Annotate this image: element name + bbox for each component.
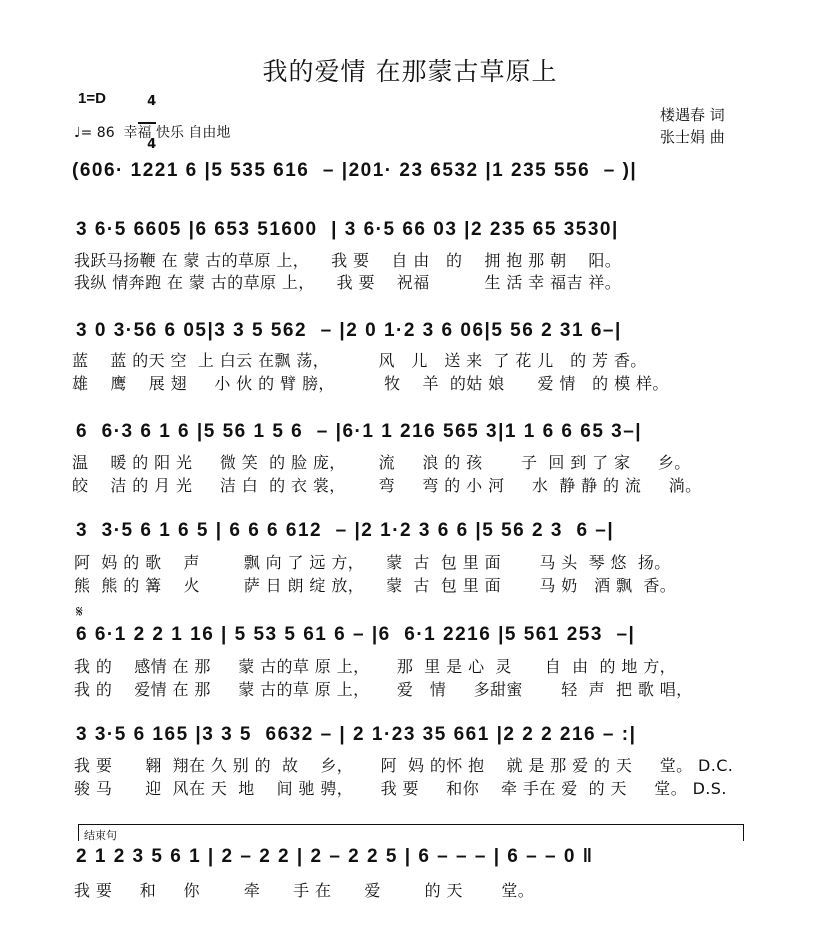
notation-line-5: 3 3·5 6 1 6 5 | 6 6 6 612 – |2 1·2 3 6 6 |5 56 2 3 6 –| <box>76 520 615 541</box>
lyric-line-6a: 我 的 感情 在 那 蒙 古的草 原 上， 那 里 是 心 灵 自 由 的 地 方， <box>74 657 677 676</box>
ending-bracket <box>78 824 744 841</box>
lyric-line-2a: 我跃马扬鞭 在 蒙 古的草原 上， 我 要 自 由 的 拥 抱 那 朝 阳。 <box>74 251 622 270</box>
lyricist-credit: 楼遇春 词 <box>660 106 725 124</box>
notation-line-4: 6 6·3 6 1 6 |5 56 1 5 6 – |6·1 1 216 565 3|1 1 6 6 65 3–| <box>76 421 643 442</box>
tempo-marking: ♩= 86 幸福 快乐 自由地 <box>74 125 231 141</box>
lyric-line-7b: 骏 马 迎 风在 天 地 间 驰 骋， 我 要 和你 牵 手在 爱 的 天 堂。 D.S. <box>74 779 727 798</box>
time-signature-bottom: 4 <box>147 137 157 152</box>
composer-credit: 张士娟 曲 <box>660 128 725 146</box>
ending-bracket-label: 结束句 <box>84 829 117 842</box>
notation-line-8: 2 1 2 3 5 6 1 | 2 – 2 2 | 2 – 2 2 5 | 6 – – – | 6 – – 0 ‖ <box>76 846 594 867</box>
notation-line-1: (606· 1221 6 |5 535 616 – |201· 23 6532 |1 235 556 – )| <box>72 160 638 181</box>
notation-line-3: 3 0 3·56 6 05|3 3 5 562 – |2 0 1·2 3 6 06|5 56 2 31 6–| <box>76 320 622 341</box>
notation-line-2: 3 6·5 6605 |6 653 51600 | 3 6·5 66 03 |2 235 65 3530| <box>76 219 619 240</box>
lyric-line-3a: 蓝 蓝 的天 空 上 白云 在飘 荡， 风 儿 送 来 了 花 儿 的 芳 香。 <box>72 351 647 370</box>
key-signature: 1=D <box>78 90 106 107</box>
lyric-line-4a: 温 暖 的 阳 光 微 笑 的 脸 庞， 流 浪 的 孩 子 回 到 了 家 乡。 <box>72 453 691 472</box>
time-signature-top: 4 <box>147 94 157 109</box>
lyric-line-8: 我 要 和 你 牵 手 在 爱 的 天 堂。 <box>74 881 535 900</box>
lyric-line-3b: 雄 鹰 展 翅 小 伙 的 臂 膀， 牧 羊 的姑 娘 爱 情 的 模 样。 <box>72 374 669 393</box>
lyric-line-5b: 熊 熊 的 篝 火 萨 日 朗 绽 放， 蒙 古 包 里 面 马 奶 酒 飘 香。 <box>74 576 677 595</box>
song-title: 我的爱情 在那蒙古草原上 <box>262 57 558 86</box>
lyric-line-7a: 我 要 翱 翔在 久 别 的 故 乡， 阿 妈 的怀 抱 就 是 那 爱 的 天 堂。 D.C. <box>74 756 734 775</box>
lyric-line-4b: 皎 洁 的 月 光 洁 白 的 衣 裳， 弯 弯 的 小 河 水 静 静 的 流 淌。 <box>72 476 702 495</box>
notation-line-6: 6 6·1 2 2 1 16 | 5 53 5 61 6 – |6 6·1 2216 |5 561 253 –| <box>76 624 636 645</box>
notation-line-7: 3 3·5 6 165 |3 3 5 6632 – | 2 1·23 35 661 |2 2 2 216 – :| <box>76 724 637 745</box>
lyric-line-6b: 我 的 爱情 在 那 蒙 古的草 原 上， 爱 情 多甜蜜 轻 声 把 歌 唱， <box>74 680 693 699</box>
lyric-line-2b: 我纵 情奔跑 在 蒙 古的草原 上， 我 要 祝福 生 活 幸 福吉 祥。 <box>74 273 622 292</box>
lyric-line-5a: 阿 妈 的 歌 声 飘 向 了 远 方， 蒙 古 包 里 面 马 头 琴 悠 扬。 <box>74 553 671 572</box>
segno-sign: 𝄋 <box>76 602 83 621</box>
